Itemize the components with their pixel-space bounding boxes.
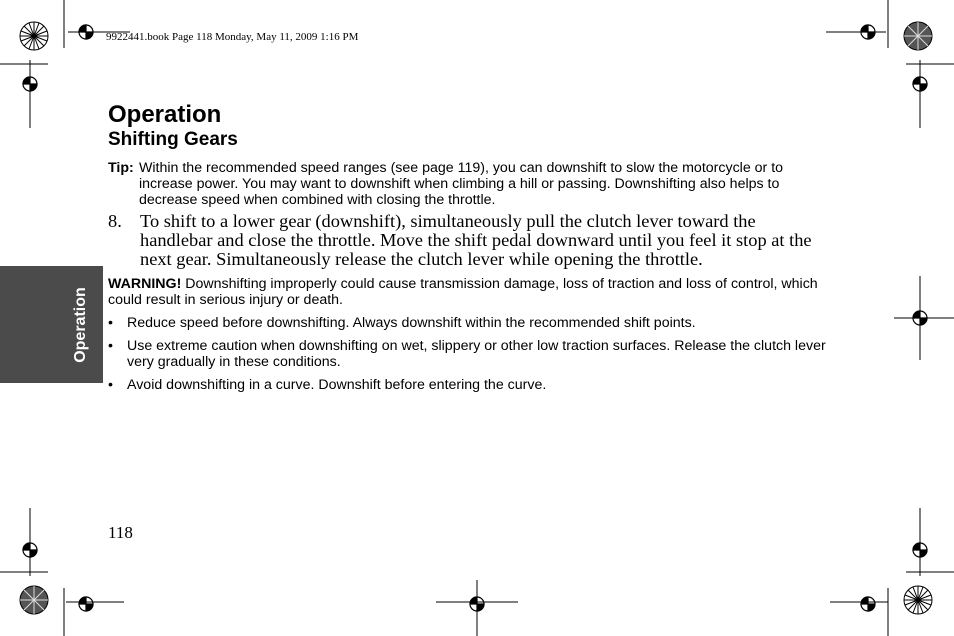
bullet-icon: • [108, 315, 113, 331]
side-tab-label: Operation [72, 287, 89, 363]
tip-text: Within the recommended speed ranges (see page 119), you can downshift to slow the motorcycle or to increase power. You may want to downshift when climbing a hill or passing. Downshifting also helps to decrease speed when combined with closing the throttle. [139, 160, 784, 208]
subsection-title: Shifting Gears [108, 129, 238, 150]
step-number: 8. [108, 211, 122, 231]
list-item [108, 315, 828, 331]
warning-label: WARNING! [108, 276, 182, 292]
list-item [108, 377, 828, 393]
warning-text: Downshifting improperly could cause transmission damage, loss of traction and loss of control, which could result in serious injury or death. [108, 276, 818, 308]
list-item-text: Reduce speed before downshifting. Always downshift within the recommended shift points. [127, 315, 696, 331]
warning-block [108, 276, 818, 308]
page-number: 118 [108, 523, 133, 542]
bullet-icon: • [108, 338, 113, 354]
step-text: To shift to a lower gear (downshift), simultaneously pull the clutch lever toward the handlebar and close the throttle. Move the shift pedal downward until you feel it stop at the next gear. Simultaneously release the clutch lever while opening the throttle. [140, 211, 812, 269]
bullet-icon: • [108, 377, 113, 393]
section-title: Operation [108, 101, 222, 128]
starburst-mark [904, 22, 932, 50]
starburst-mark [904, 586, 932, 614]
print-header: 9922441.book Page 118 Monday, May 11, 2009 1:16 PM [106, 31, 359, 43]
starburst-mark [20, 586, 48, 614]
bullet-list [108, 315, 828, 400]
list-item [108, 338, 828, 370]
list-item-text: Avoid downshifting in a curve. Downshift before entering the curve. [127, 377, 547, 393]
starburst-mark [20, 22, 48, 50]
tip-label: Tip: [108, 160, 134, 176]
step-item [108, 212, 830, 269]
tip-block [108, 160, 828, 208]
list-item-text: Use extreme caution when downshifting on wet, slippery or other low traction surfaces. Release the clutch lever very gradually in these conditions. [127, 338, 826, 370]
